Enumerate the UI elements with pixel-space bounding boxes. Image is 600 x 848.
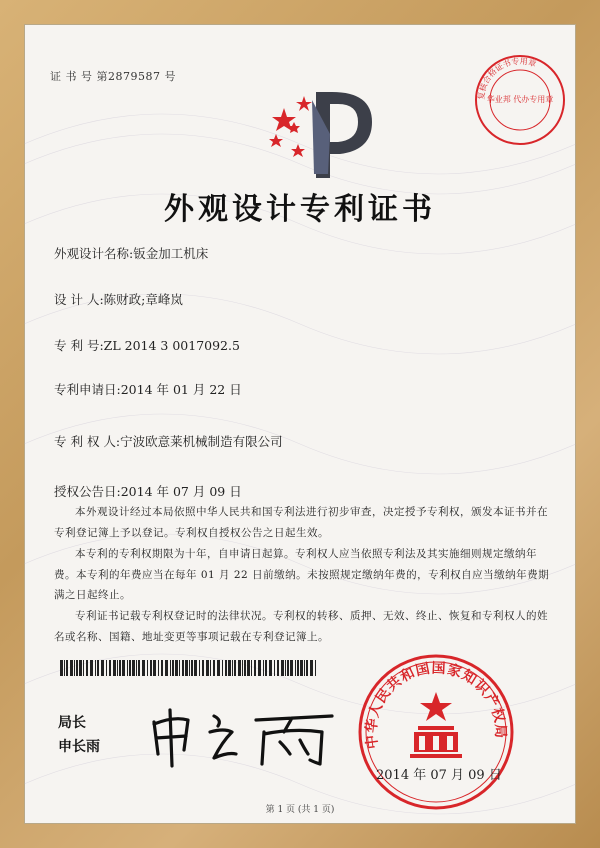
body-paragraph-2: 本专利的专利权期限为十年，自申请日起算。专利权人应当依照专利法及其实施细则规定缴纳年费。本专利的年费应当在每年 01 月 22 日前缴纳。未按照规定缴纳年费的，专利权自应当缴纳年费期满之日起终止。: [54, 548, 550, 601]
body-paragraph-1: 本外观设计经过本局依照中华人民共和国专利法进行初步审查，决定授予专利权，颁发本证书并在专利登记簿上予以登记。专利权自授权公告之日起生效。: [54, 506, 548, 539]
certificate-paper: [24, 24, 576, 824]
field-patentee: [54, 432, 283, 450]
field-label: 外观设计名称:: [54, 246, 134, 261]
field-label: 专利申请日:: [54, 382, 121, 397]
field-value: 陈财政;章峰岚: [103, 292, 183, 307]
field-value: 2014 年 07 月 09 日: [120, 484, 242, 499]
field-value: ZL 2014 3 0017092.5: [103, 338, 240, 353]
field-value: 2014 年 01 月 22 日: [120, 382, 242, 397]
field-value: 钣金加工机床: [133, 246, 209, 261]
field-label: 设 计 人:: [54, 292, 104, 307]
seal-ring-text: 中华人民共和国国家知识产权局: [363, 660, 509, 750]
official-seal: [356, 652, 516, 812]
certificate-number: 证 书 号 第2879587 号: [50, 70, 176, 83]
svg-text:复核合格证书专用章: [476, 56, 538, 100]
field-application-date: [54, 380, 242, 398]
field-label: 专 利 号:: [54, 338, 104, 353]
barcode: [60, 660, 318, 676]
agency-stamp-center: 华业邦 代办专用章: [486, 95, 554, 104]
seal-date: 2014 年 07 月 09 日: [376, 768, 502, 783]
certificate-title: 外观设计专利证书: [164, 192, 436, 227]
body-paragraph-3: 专利证书记载专利权登记时的法律状况。专利权的转移、质押、无效、终止、恢复和专利权人的姓名或名称、国籍、地址变更等事项记载在专利登记簿上。: [54, 610, 548, 643]
field-grant-date: [54, 482, 242, 500]
field-designer: [54, 290, 183, 308]
page-footer: 第 1 页 (共 1 页): [265, 805, 335, 815]
agency-stamp-ring: 复核合格证书专用章: [476, 56, 538, 101]
field-label: 专 利 权 人:: [54, 434, 121, 449]
patent-office-logo: [254, 74, 384, 184]
field-label: 授权公告日:: [54, 484, 121, 499]
agency-stamp: [472, 52, 568, 148]
handwritten-signature: [144, 702, 344, 772]
signature-title-2: 申长雨: [58, 739, 100, 755]
signature-title-1: 局长: [58, 715, 86, 731]
field-patent-number: [54, 336, 240, 354]
field-value: 宁波欧意莱机械制造有限公司: [120, 434, 283, 449]
field-design-name: [54, 244, 208, 262]
